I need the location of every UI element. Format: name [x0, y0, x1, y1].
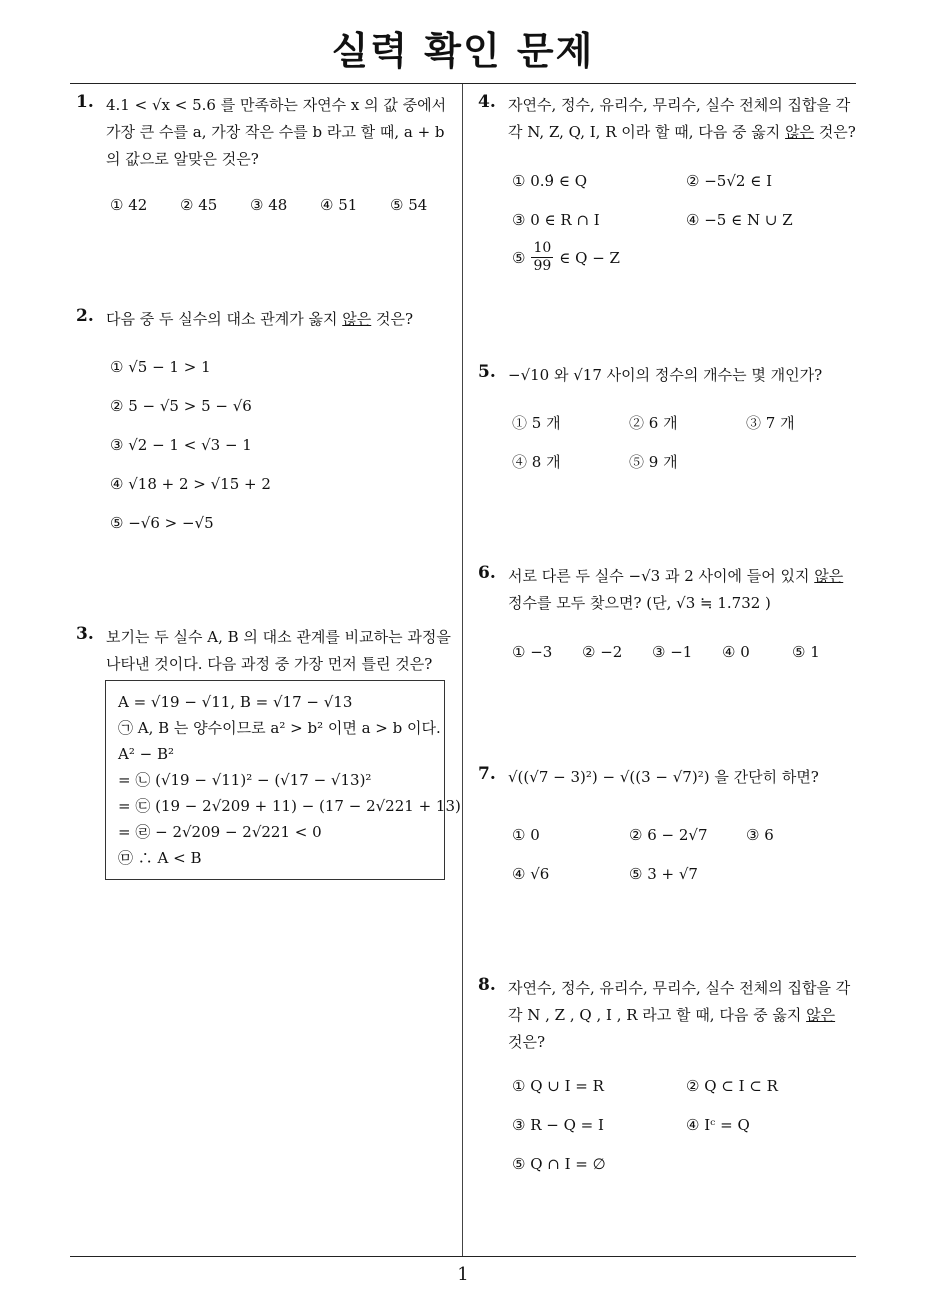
option-3[interactable]: ③ −1	[652, 643, 693, 661]
option-5[interactable]: ⑤ 3 + √7	[629, 865, 698, 883]
question-text: −√10 와 √17 사이의 정수의 개수는 몇 개인가?	[508, 366, 823, 384]
emphasis-underline: 않은	[342, 310, 372, 328]
option-1[interactable]: ① 42	[110, 196, 148, 214]
option-1[interactable]: ① 5 개	[512, 414, 561, 432]
option-5[interactable]: ⑤ 54	[390, 196, 428, 214]
question-line: 각 N , Z , Q , I , R 라고 할 때, 다음 중 옳지	[508, 1006, 807, 1024]
question-text: √((√7 − 3)²) − √((3 − √7)²) 을 간단히 하면?	[508, 768, 819, 786]
option-3[interactable]: ③ 7 개	[746, 414, 795, 432]
question-line: 가장 큰 수를 a, 가장 작은 수를 b 라고 할 때, a + b	[106, 123, 445, 141]
option-text: ∈ Q − Z	[559, 248, 620, 267]
question-line: 보기는 두 실수 A, B 의 대소 관계를 비교하는 과정을	[106, 628, 451, 646]
question-line: 자연수, 정수, 유리수, 무리수, 실수 전체의 집합을 각	[508, 979, 851, 997]
emphasis-underline: 않은	[806, 1006, 836, 1024]
question-line: 각 N, Z, Q, I, R 이라 할 때, 다음 중 옳지	[508, 123, 786, 141]
emphasis-underline: 않은	[814, 567, 844, 585]
option-3[interactable]: ③ 0 ∈ R ∩ I	[512, 211, 600, 229]
top-rule	[70, 83, 856, 84]
numerator: 10	[533, 240, 552, 256]
option-2[interactable]: ② Q ⊂ I ⊂ R	[686, 1077, 778, 1095]
question-line: 의 값으로 알맞은 것은?	[106, 150, 259, 168]
option-3[interactable]: ③ 48	[250, 196, 288, 214]
example-box	[105, 680, 461, 880]
question-line: 나타낸 것이다. 다음 과정 중 가장 먼저 틀린 것은?	[106, 655, 433, 673]
page-number: 1	[457, 1264, 469, 1285]
emphasis-underline: 않은	[785, 123, 815, 141]
page-title: 실력 확인 문제	[331, 29, 595, 73]
question-line: 4.1 < √x < 5.6 를 만족하는 자연수 x 의 값 중에서	[106, 96, 447, 114]
question-line: 서로 다른 두 실수 −√3 과 2 사이에 들어 있지	[508, 567, 815, 585]
option-1[interactable]: ① Q ∪ I = R	[512, 1077, 604, 1095]
question-line: 자연수, 정수, 유리수, 무리수, 실수 전체의 집합을 각	[508, 96, 851, 114]
option-4[interactable]: ④ 8 개	[512, 453, 561, 471]
question-number: 2.	[76, 306, 94, 326]
question-text	[508, 563, 863, 617]
option-marker: ⑤	[512, 248, 526, 267]
box-line: A² − B²	[118, 745, 174, 763]
option-5[interactable]: ⑤ −√6 > −√5	[110, 514, 214, 532]
option-3[interactable]: ③ 6	[746, 826, 774, 844]
option-4[interactable]: ④ 0	[722, 643, 750, 661]
option-2[interactable]: ② 5 − √5 > 5 − √6	[110, 397, 252, 415]
question-number: 8.	[478, 975, 496, 995]
question-text	[106, 92, 466, 173]
question-line: 것은?	[371, 310, 414, 328]
box-line: = ㉣ − 2√209 − 2√221 < 0	[118, 823, 322, 841]
box-line: ㉤ ∴ A < B	[118, 849, 202, 867]
option-4[interactable]: ④ Iᶜ = Q	[686, 1116, 750, 1134]
option-1[interactable]: ① −3	[512, 643, 553, 661]
option-3[interactable]: ③ √2 − 1 < √3 − 1	[110, 436, 252, 454]
bottom-rule	[70, 1256, 856, 1257]
option-4[interactable]: ④ √6	[512, 865, 550, 883]
option-5[interactable]: ⑤ 9 개	[629, 453, 678, 471]
option-5[interactable]: ⑤ Q ∩ I = ∅	[512, 1155, 606, 1173]
question-text	[106, 624, 466, 678]
question-text	[508, 975, 863, 1056]
option-5[interactable]: ⑤ 1	[792, 643, 820, 661]
question-text	[508, 92, 863, 146]
box-line: = ㉡ (√19 − √11)² − (√17 − √13)²	[118, 771, 372, 789]
question-line: 정수를 모두 찾으면? (단, √3 ≒ 1.732 )	[508, 594, 771, 612]
option-2[interactable]: ② 6 − 2√7	[629, 826, 708, 844]
option-1[interactable]: ① 0	[512, 826, 540, 844]
question-line: 다음 중 두 실수의 대소 관계가 옳지	[106, 310, 343, 328]
question-number: 6.	[478, 563, 496, 583]
option-2[interactable]: ② 45	[180, 196, 218, 214]
question-number: 4.	[478, 92, 496, 112]
option-2[interactable]: ② −5√2 ∈ I	[686, 172, 772, 190]
option-2[interactable]: ② 6 개	[629, 414, 678, 432]
box-line: = ㉢ (19 − 2√209 + 11) − (17 − 2√221 + 13)	[118, 797, 461, 815]
denominator: 99	[533, 258, 552, 274]
question-number: 3.	[76, 624, 94, 644]
option-2[interactable]: ② −2	[582, 643, 623, 661]
question-number: 1.	[76, 92, 94, 112]
question-number: 7.	[478, 764, 496, 784]
option-4[interactable]: ④ −5 ∈ N ∪ Z	[686, 211, 793, 229]
question-line: 것은?	[814, 123, 856, 141]
fraction	[531, 240, 553, 275]
option-4[interactable]: ④ √18 + 2 > √15 + 2	[110, 475, 271, 493]
question-line: 것은?	[508, 1033, 546, 1051]
question-text	[106, 306, 466, 333]
option-5[interactable]	[512, 240, 620, 275]
option-4[interactable]: ④ 51	[320, 196, 358, 214]
box-line: A = √19 − √11, B = √17 − √13	[118, 693, 353, 711]
option-1[interactable]: ① 0.9̇ ∈ Q	[512, 172, 588, 190]
option-3[interactable]: ③ R − Q = I	[512, 1116, 604, 1134]
box-line: ㉠ A, B 는 양수이므로 a² > b² 이면 a > b 이다.	[118, 719, 441, 737]
option-1[interactable]: ① √5 − 1 > 1	[110, 358, 211, 376]
question-number: 5.	[478, 362, 496, 382]
